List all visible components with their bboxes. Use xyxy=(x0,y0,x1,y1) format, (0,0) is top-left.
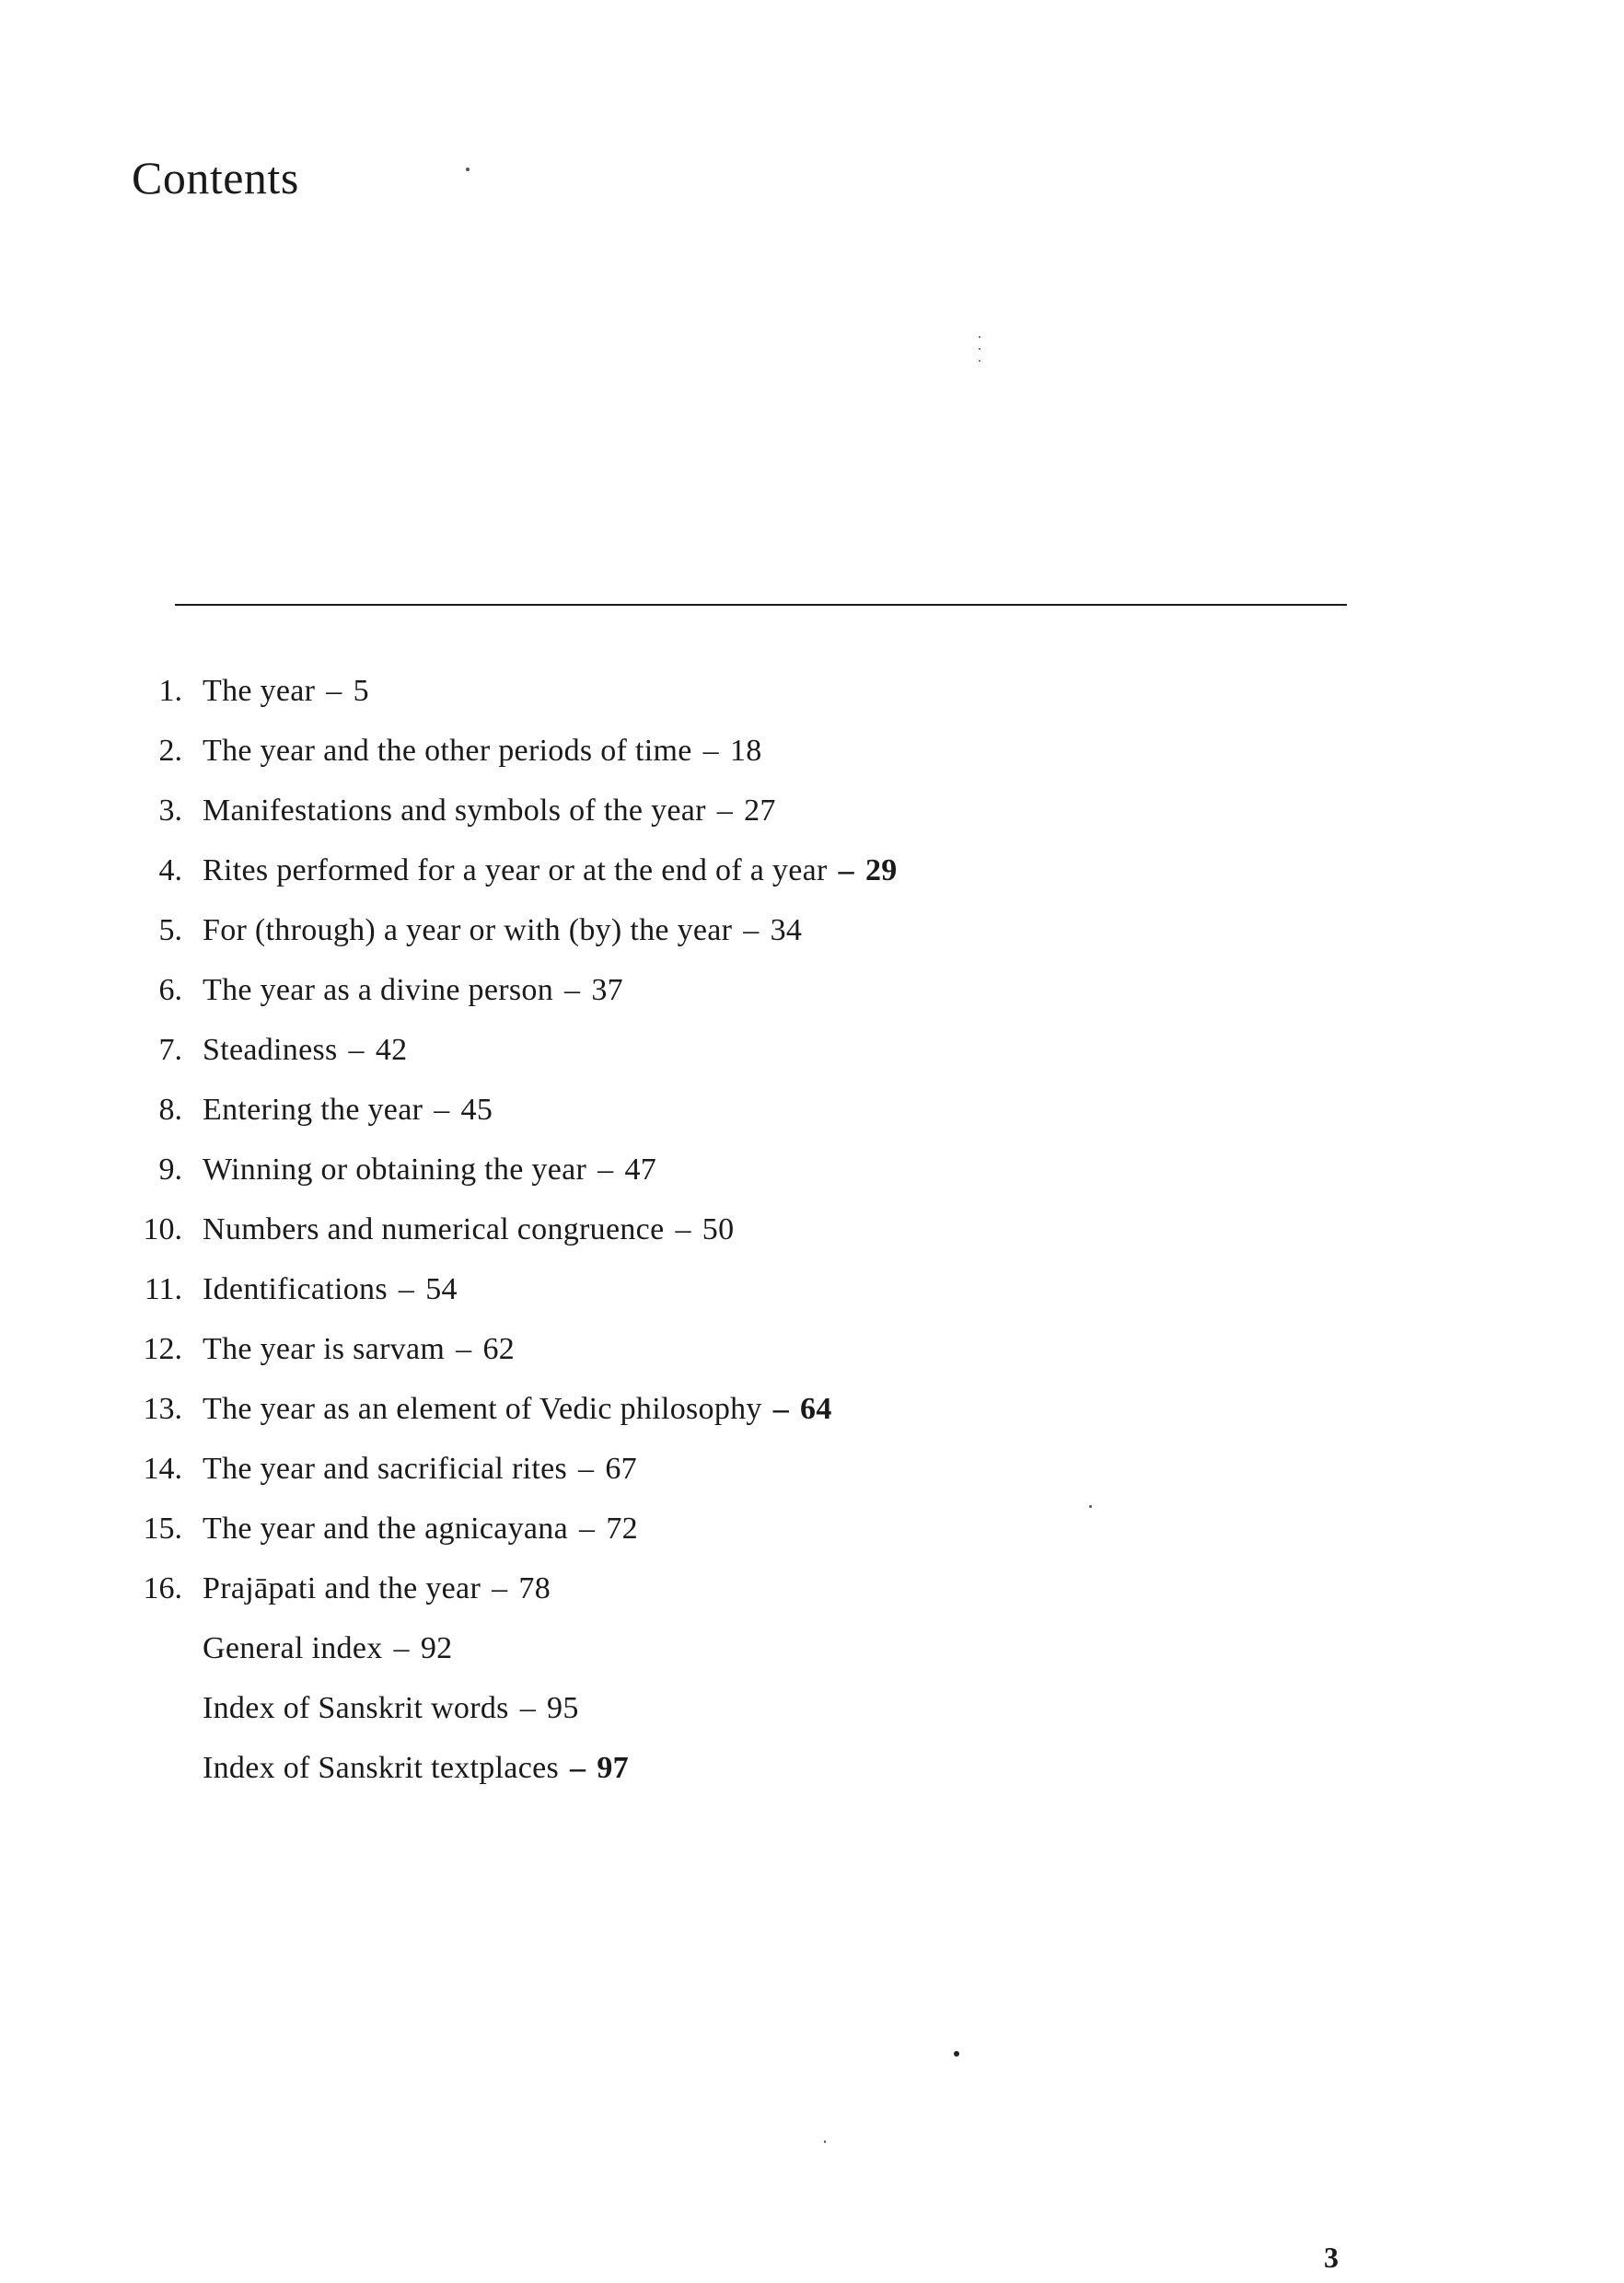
toc-entry-text xyxy=(203,1738,629,1798)
toc-entry-separator: – xyxy=(579,1512,596,1546)
toc-entry-title: Index of Sanskrit words xyxy=(203,1691,509,1725)
toc-entry-title: Numbers and numerical congruence xyxy=(203,1212,665,1246)
toc-entry-title: Manifestations and symbols of the year xyxy=(203,794,706,828)
toc-entry-text xyxy=(203,661,369,721)
toc-entry-title: Steadiness xyxy=(203,1033,338,1067)
toc-entry xyxy=(0,781,1624,840)
toc-entry-title: Entering the year xyxy=(203,1093,423,1127)
toc-entry-separator: – xyxy=(326,674,342,708)
toc-entry-page: 27 xyxy=(744,794,776,828)
scan-speck xyxy=(466,168,470,171)
toc-entry-title: For (through) a year or with (by) the year xyxy=(203,913,733,947)
page-number: 3 xyxy=(1324,2241,1339,2274)
table-of-contents xyxy=(0,661,1624,1798)
toc-entry-page: 42 xyxy=(375,1033,408,1067)
toc-entry-text xyxy=(203,1678,579,1738)
toc-entry-separator: – xyxy=(564,973,581,1007)
toc-entry xyxy=(0,1439,1624,1499)
toc-entry-number: 11. xyxy=(144,1272,182,1306)
scan-speck xyxy=(979,360,980,362)
toc-entry-number: 6. xyxy=(158,973,182,1007)
toc-entry-separator: – xyxy=(578,1452,595,1486)
toc-entry-text xyxy=(203,900,802,960)
toc-entry-page: 95 xyxy=(547,1691,579,1725)
scan-speck xyxy=(979,336,980,338)
toc-entry xyxy=(0,1618,1624,1678)
toc-entry-title: Winning or obtaining the year xyxy=(203,1153,587,1187)
toc-entry xyxy=(0,1020,1624,1080)
toc-entry-title: The year as an element of Vedic philosophy xyxy=(203,1392,762,1426)
toc-entry-text xyxy=(203,1020,407,1080)
toc-entry-text xyxy=(203,1199,734,1259)
toc-entry-separator: – xyxy=(716,794,734,828)
toc-entry-number: 2. xyxy=(158,734,182,768)
toc-entry-title: The year and sacrificial rites xyxy=(203,1452,568,1486)
toc-entry-separator: – xyxy=(702,734,719,768)
toc-entry-title: The year as a divine person xyxy=(203,973,554,1007)
toc-entry-page: 18 xyxy=(729,734,762,768)
toc-entry-page: 45 xyxy=(460,1093,493,1127)
toc-entry-separator: – xyxy=(570,1751,586,1785)
toc-entry-separator: – xyxy=(398,1272,415,1306)
toc-entry xyxy=(0,1738,1624,1798)
toc-entry xyxy=(0,840,1624,900)
toc-entry-page: 50 xyxy=(702,1212,735,1246)
toc-entry xyxy=(0,1140,1624,1199)
toc-entry-number: 5. xyxy=(158,913,182,947)
toc-entry-separator: – xyxy=(838,853,854,887)
toc-entry-number: 3. xyxy=(158,794,182,828)
toc-entry-number: 10. xyxy=(143,1212,182,1246)
toc-entry-number: 4. xyxy=(158,853,182,887)
toc-entry xyxy=(0,1499,1624,1559)
toc-entry-title: General index xyxy=(203,1631,383,1665)
toc-entry xyxy=(0,1259,1624,1319)
toc-entry-number: 1. xyxy=(158,674,182,708)
scan-speck xyxy=(1089,1505,1092,1508)
toc-entry-title: Rites performed for a year or at the end of a year xyxy=(203,853,828,887)
scan-speck xyxy=(824,2140,826,2143)
toc-entry-number: 14. xyxy=(143,1452,182,1486)
toc-entry xyxy=(0,1080,1624,1140)
toc-entry-text xyxy=(203,1439,637,1499)
scan-speck xyxy=(979,348,980,350)
toc-entry-number: 16. xyxy=(143,1571,182,1605)
toc-entry-separator: – xyxy=(434,1093,450,1127)
toc-entry xyxy=(0,661,1624,721)
toc-entry-text xyxy=(203,960,623,1020)
toc-entry-number: 13. xyxy=(143,1392,182,1426)
toc-entry-page: 47 xyxy=(624,1153,657,1187)
toc-entry-number: 15. xyxy=(143,1512,182,1546)
toc-entry-number: 7. xyxy=(158,1033,182,1067)
toc-entry-page: 72 xyxy=(606,1512,638,1546)
toc-entry-page: 5 xyxy=(353,674,369,708)
toc-entry-separator: – xyxy=(597,1153,614,1187)
toc-entry-separator: – xyxy=(456,1332,472,1366)
toc-entry-title: The year and the agnicayana xyxy=(203,1512,568,1546)
toc-entry xyxy=(0,1199,1624,1259)
toc-entry-text xyxy=(203,1080,493,1140)
toc-entry-number: 8. xyxy=(158,1093,182,1127)
toc-entry-separator: – xyxy=(348,1033,365,1067)
toc-entry-page: 92 xyxy=(420,1631,453,1665)
toc-entry-title: Identifications xyxy=(203,1272,388,1306)
toc-entry-text xyxy=(203,1499,638,1559)
toc-entry-page: 34 xyxy=(770,913,803,947)
toc-entry-separator: – xyxy=(393,1631,410,1665)
toc-entry-title: The year xyxy=(203,674,316,708)
toc-entry-separator: – xyxy=(743,913,760,947)
scan-speck xyxy=(954,2051,959,2057)
toc-entry xyxy=(0,1379,1624,1439)
toc-entry-number: 12. xyxy=(143,1332,182,1366)
toc-entry-text xyxy=(203,1259,458,1319)
toc-entry-title: The year and the other periods of time xyxy=(203,734,692,768)
toc-entry xyxy=(0,960,1624,1020)
toc-entry-title: Index of Sanskrit textplaces xyxy=(203,1751,560,1785)
page-title: Contents xyxy=(132,152,299,203)
toc-entry xyxy=(0,1319,1624,1379)
toc-entry-text xyxy=(203,1319,515,1379)
toc-entry-number: 9. xyxy=(158,1153,182,1187)
toc-entry-page: 64 xyxy=(800,1392,832,1426)
toc-entry-page: 37 xyxy=(591,973,623,1007)
toc-entry-text xyxy=(203,1559,551,1618)
toc-entry-page: 78 xyxy=(518,1571,551,1605)
toc-entry-page: 29 xyxy=(864,853,898,887)
toc-entry xyxy=(0,721,1624,781)
title-divider xyxy=(175,604,1347,606)
toc-entry-separator: – xyxy=(492,1571,508,1605)
toc-entry-page: 67 xyxy=(605,1452,637,1486)
toc-entry-text xyxy=(203,781,776,840)
toc-entry-page: 54 xyxy=(425,1272,458,1306)
toc-entry-text xyxy=(203,840,898,900)
toc-entry xyxy=(0,900,1624,960)
toc-entry xyxy=(0,1678,1624,1738)
toc-entry-text xyxy=(203,1379,832,1439)
toc-entry-title: Prajāpati and the year xyxy=(203,1571,481,1605)
toc-entry-text xyxy=(203,1618,452,1678)
toc-entry-text xyxy=(203,1140,656,1199)
toc-entry-text xyxy=(203,721,762,781)
toc-entry-page: 97 xyxy=(597,1751,629,1785)
toc-entry-separator: – xyxy=(772,1392,790,1426)
toc-entry-title: The year is sarvam xyxy=(203,1332,446,1366)
toc-entry-separator: – xyxy=(519,1691,537,1725)
toc-entry-page: 62 xyxy=(482,1332,516,1366)
toc-entry-separator: – xyxy=(675,1212,691,1246)
toc-entry xyxy=(0,1559,1624,1618)
